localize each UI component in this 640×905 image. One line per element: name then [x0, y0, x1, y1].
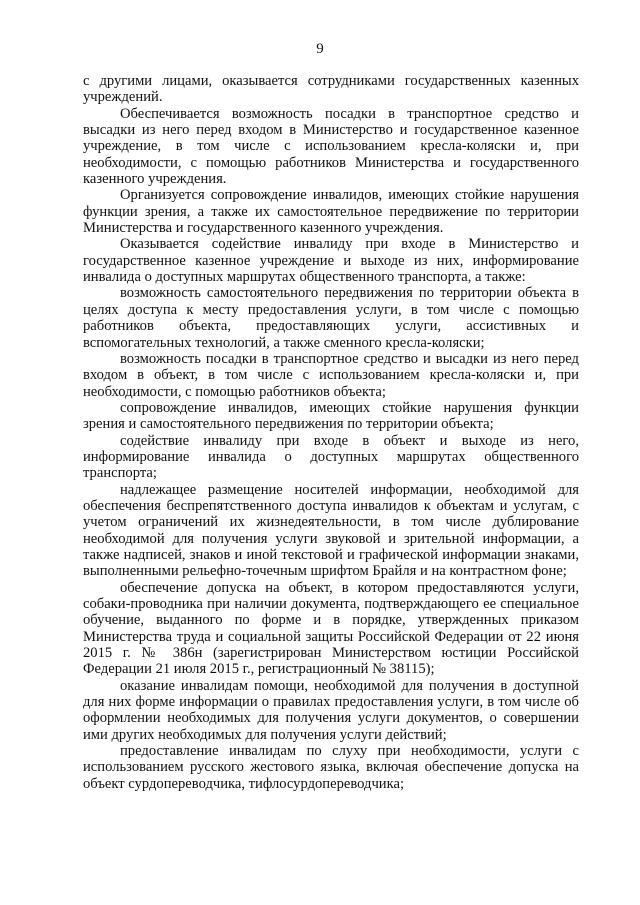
page-number: 9 — [316, 41, 324, 57]
list-item-entry-exit: содействие инвалиду при входе в объект и выходе из него, информирование инвалида о доступных маршрутах общественного транспорта; — [83, 432, 579, 482]
list-item-vehicle-boarding: возможность посадки в транспортное средство и высадки из него перед входом в объект, в том числе с использованием кресла-коляски и, при необходимости, с помощью работников объекта; — [83, 350, 579, 400]
list-item-independent-movement: возможность самостоятельного передвижения по территории объекта в целях доступа к месту предоставления услуги, в том числе с помощью работников объекта, предоставляющих услуги, ассистивных и вспомогательных технологий, а также сменного кресла-коляски; — [83, 285, 579, 351]
list-item-guide-dog: обеспечение допуска на объект, в котором предоставляются услуги, собаки-проводника при наличии документа, подтверждающего ее специальное обучение, выданного по форме и в порядке, утвержденных приказом Министерства труда и социальной защиты Российской Федерации от 22 июня 2015 г. № 386н (зарегистрирован Министерством юстиции Российской Федерации 21 июля 2015 г., регистрационный № 38115); — [83, 579, 579, 678]
list-item-information-placement: надлежащее размещение носителей информации, необходимой для обеспечения беспрепятственного доступа инвалидов к объектам и услугам, с учетом ограничений их жизнедеятельности, в том числе дублирование необходимой для получения услуги звуковой и зрительной информации, а также надписей, знаков и иной текстовой и графической информации знаками, выполненными рельефно-точечным шрифтом Брайля и на контрастном фоне; — [83, 481, 579, 580]
list-item-information-help: оказание инвалидам помощи, необходимой для получения в доступной для них форме информации о правилах предоставления услуги, в том числе об оформлении необходимых для получения услуги документов, о совершении ими других необходимых для получения услуги действий; — [83, 677, 579, 743]
paragraph-boarding-assistance: Обеспечивается возможность посадки в транспортное средство и высадки из него перед входом в Министерство и государственное казенное учреждение, в том числе с использованием кресла-коляски и, при необходимости, с помощью работников Министерства и государственного казенного учреждения. — [83, 105, 579, 188]
paragraph-entry-assistance: Оказывается содействие инвалиду при входе в Министерство и государственное казенное учреждение и выходе из них, информирование инвалида о доступных маршрутах общественного транспорта, а также: — [83, 236, 579, 286]
list-item-sign-language: предоставление инвалидам по слуху при необходимости, услуги с использованием русского жестового языка, включая обеспечение допуска на объект сурдопереводчика, тифлосурдопереводчика; — [83, 743, 579, 792]
document-body — [83, 73, 579, 792]
paragraph-vision-escort: Организуется сопровождение инвалидов, имеющих стойкие нарушения функции зрения, а также их самостоятельное передвижение по территории Министерства и государственного казенного учреждения. — [83, 187, 579, 237]
list-item-escort: сопровождение инвалидов, имеющих стойкие нарушения функции зрения и самостоятельного передвижения по территории объекта; — [83, 399, 579, 433]
paragraph-continuation: с другими лицами, оказывается сотрудниками государственных казенных учреждений. — [83, 73, 579, 106]
